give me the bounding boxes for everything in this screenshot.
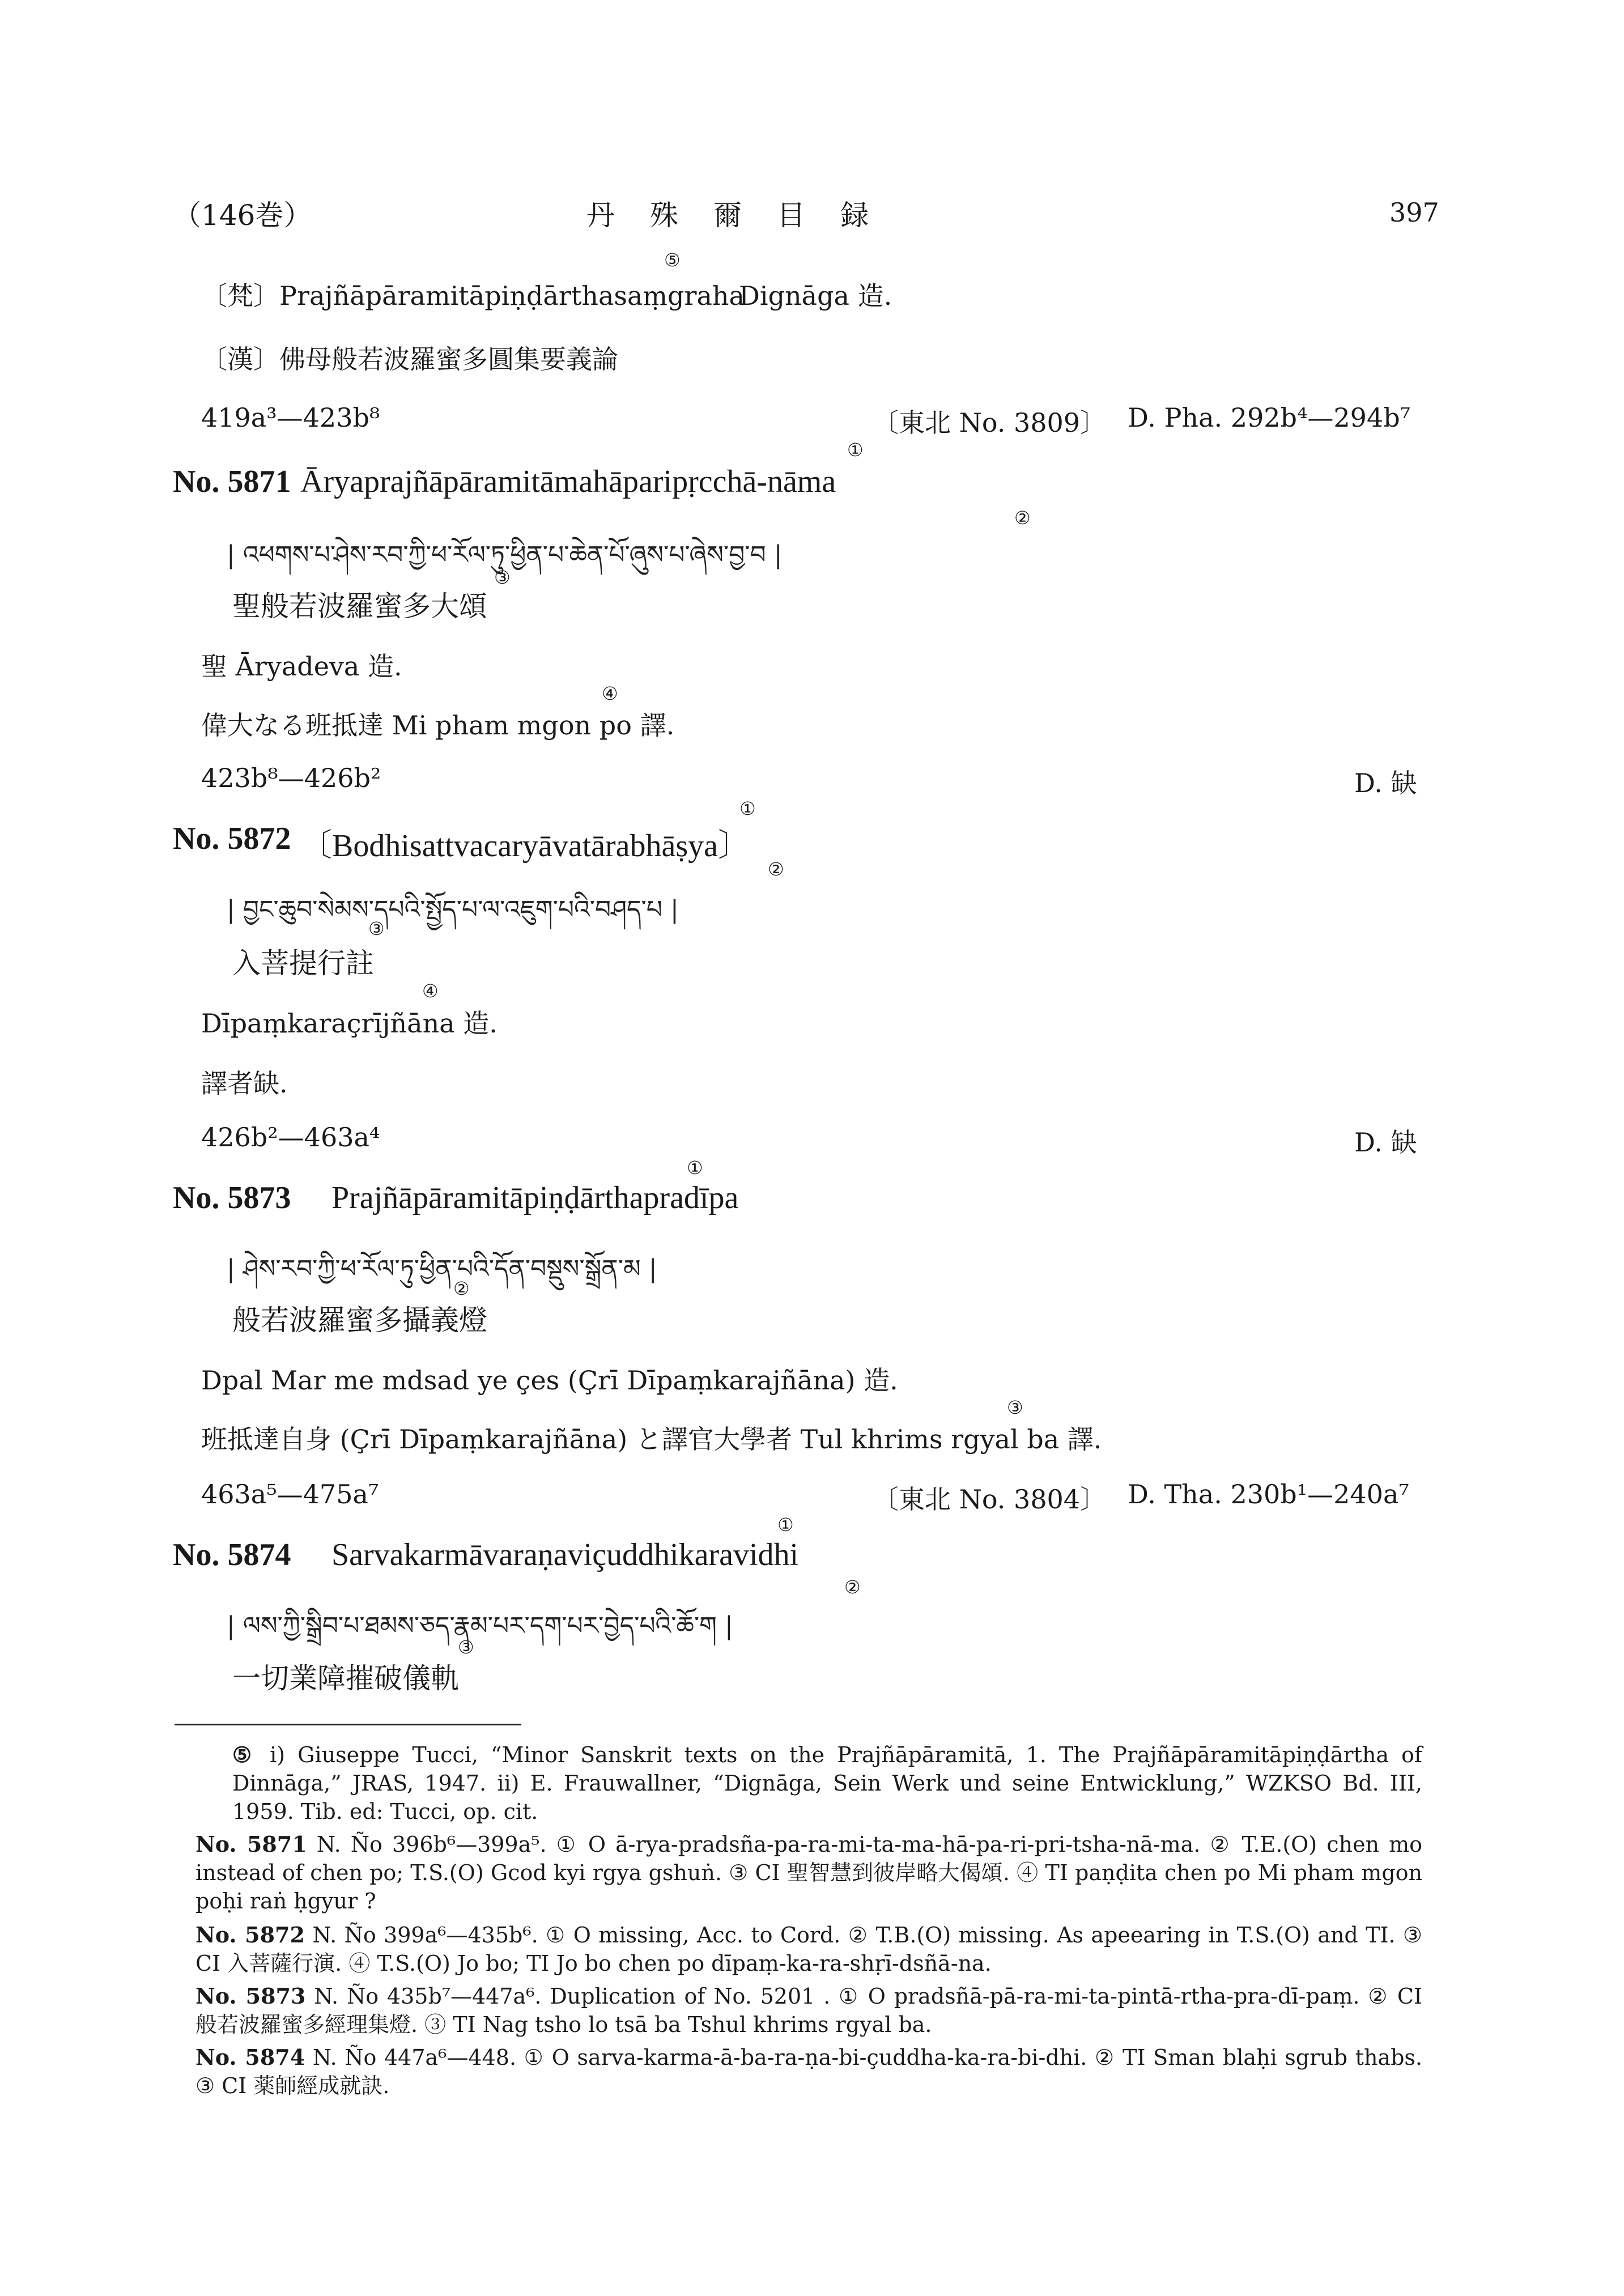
page-number: 397 — [1389, 197, 1439, 228]
footnote-mark: ② — [844, 1576, 861, 1598]
footnote-mark: ④ — [422, 980, 439, 1002]
footnote-text: i) Giuseppe Tucci, “Minor Sanskrit texts on the Prajñāpāramitā, 1. The Prajñāpāramitāpiṇḍārtha of Dinnāga,” JRAS, 1947. ii) E. Frauwallner, “Dignāga, Sein Werk und seine Entwicklung,” WZKSO Bd. III, 1959. Tib. ed: Tucci, op. cit. — [232, 1742, 1422, 1824]
intro-author: Dignāga 造. — [739, 280, 892, 311]
footnote-mark: ② — [453, 1278, 470, 1299]
entry-number: No. 5874 — [173, 1537, 291, 1572]
tibetan-title: | བྱང་ཆུབ་སེམས་དཔའི་སྤྱོད་པ་ལ་འཇུག་པའི་བཤད་པ | — [227, 895, 679, 924]
footnote-mark: ① — [739, 798, 756, 819]
entry-title: Āryaprajñāpāramitāmahāparipṛcchā-nāma — [300, 464, 836, 499]
footnote — [195, 1982, 1422, 2039]
entry-number: No. 5871 — [173, 464, 291, 499]
footnote-mark: ③ — [1007, 1397, 1023, 1418]
entry-author: Dpal Mar me mdsad ye çes (Çrī Dīpaṃkarajñāna) 造. — [201, 1365, 898, 1396]
volume-label: （146巻） — [173, 199, 312, 232]
footnote — [195, 1830, 1422, 1915]
entry-translator: 班抵達自身 (Çrī Dīpaṃkarajñāna) と譯官大學者 Tul khrims rgyal ba 譯. — [201, 1424, 1102, 1455]
derge-ref: D. Tha. 230b¹—240a⁷ — [1128, 1479, 1409, 1510]
entry-author: Dīpaṃkaraçrījñāna 造. — [201, 1008, 498, 1039]
derge-ref: D. 缺 — [1354, 768, 1417, 798]
footnote-divider — [175, 1724, 521, 1725]
footnote-label: No. 5872 — [195, 1922, 305, 1948]
footnote-label: No. 5871 — [195, 1831, 307, 1857]
entry-title: 〔Bodhisattvacaryāvatārabhāṣya〕 — [300, 828, 750, 864]
footnote-mark: ② — [1014, 507, 1031, 529]
tibetan-title: | འཕགས་པ་ཤེས་རབ་ཀྱི་ཕ་རོལ་ཏུ་ཕྱིན་པ་ཆེན་པོ་ཞུས་པ་ཞེས་བྱ་བ | — [227, 541, 783, 569]
chinese-title: 佛母般若波羅蜜多圓集要義論 — [279, 344, 618, 375]
chinese-title: 入菩提行註 — [232, 947, 374, 980]
footnote-text: N. Ño 435b⁷—447a⁶. Duplication of No. 5201 . ① O pradsñā-pā-ra-mi-ta-pintā-rtha-pra-dī-paṃ. ② CI 般若波羅蜜多經理集燈. ③ TI Nag tsho lo tsā ba Tshul khrims rgyal ba. — [195, 1984, 1422, 2037]
footnote-label: No. 5873 — [195, 1983, 306, 2009]
footnote-mark: ① — [847, 439, 864, 461]
tibetan-title: | ལས་ཀྱི་སྒྲིབ་པ་ཐམས་ཅད་རྣམ་པར་དག་པར་བྱེད་པའི་ཆོ་ག | — [227, 1612, 733, 1640]
chinese-title: 一切業障摧破儀軌 — [232, 1662, 459, 1695]
footnote-mark: ① — [777, 1514, 794, 1536]
entry-number: No. 5872 — [173, 821, 291, 856]
footnote-text: N. Ño 399a⁶—435b⁶. ① O missing, Acc. to Cord. ② T.B.(O) missing. As apeearing in T.S.(O) and TI. ③ CI 入菩薩行演. ④ T.S.(O) Jo bo; TI Jo bo chen po dīpaṃ-ka-ra-shṛī-dsñā-na. — [195, 1923, 1422, 1976]
chinese-title: 聖般若波羅蜜多大頌 — [232, 590, 487, 623]
footnote-label: ⑤ — [232, 1742, 258, 1767]
footnote-mark: ⑤ — [664, 249, 681, 271]
folio-range: 426b²—463a⁴ — [201, 1122, 380, 1153]
entry-author: 聖 Āryadeva 造. — [201, 651, 402, 682]
sanskrit-line — [201, 275, 745, 313]
footnote — [195, 2043, 1422, 2100]
tohoku-ref: 〔東北 No. 3809〕 — [873, 407, 1107, 438]
footnote-text: N. Ño 396b⁶—399a⁵. ① O ā-rya-pradsña-pa-ra-mi-ta-ma-hā-pa-ri-pri-tsha-nā-ma. ② T.E.(O) chen mo instead of chen po; T.S.(O) Gcod kyi rgya gshuṅ. ③ CI 聖智慧到彼岸略大偈頌. ④ TI paṇḍita chen po Mi pham mgon poḥi raṅ ḥgyur ? — [195, 1832, 1422, 1914]
footnote — [232, 1741, 1422, 1826]
footnote-mark: ① — [687, 1157, 703, 1179]
footnote-label: No. 5874 — [195, 2044, 305, 2070]
sanskrit-label: 〔梵〕 — [201, 280, 279, 311]
entry-title: Sarvakarmāvaraṇaviçuddhikaravidhi — [331, 1537, 799, 1572]
footnote — [195, 1921, 1422, 1978]
derge-ref: D. 缺 — [1354, 1127, 1417, 1158]
chinese-line — [201, 339, 618, 376]
chinese-title: 般若波羅蜜多攝義燈 — [232, 1304, 487, 1337]
entry-number: No. 5873 — [173, 1180, 291, 1215]
entry-translator: 譯者缺. — [201, 1068, 288, 1099]
tibetan-title: | ཤེས་རབ་ཀྱི་ཕ་རོལ་ཏུ་ཕྱིན་པའི་དོན་བསྡུས་སྒྲོན་མ | — [227, 1255, 657, 1283]
footnote-mark: ④ — [602, 683, 618, 704]
derge-ref: D. Pha. 292b⁴—294b⁷ — [1128, 402, 1411, 433]
footnote-mark: ③ — [494, 567, 511, 588]
footnote-text: N. Ño 447a⁶—448. ① O sarva-karma-ā-ba-ra-ṇa-bi-çuddha-ka-ra-bi-dhi. ② TI Sman blaḥi sgrub thabs. ③ CI 薬師經成就訣. — [195, 2045, 1422, 2098]
entry-translator: 偉大なる班抵達 Mi pham mgon po 譯. — [201, 710, 675, 741]
sanskrit-title: Prajñāpāramitāpiṇḍārthasaṃgraha — [279, 280, 745, 311]
footnote-mark: ③ — [368, 918, 385, 939]
tohoku-ref: 〔東北 No. 3804〕 — [873, 1484, 1107, 1515]
folio-range: 419a³—423b⁸ — [201, 402, 380, 433]
folio-range: 423b⁸—426b² — [201, 763, 381, 793]
footnote-mark: ③ — [458, 1636, 474, 1658]
page-title: 丹 殊 爾 目 録 — [586, 199, 872, 232]
folio-range: 463a⁵—475a⁷ — [201, 1479, 379, 1510]
chinese-label: 〔漢〕 — [201, 344, 279, 375]
entry-title: Prajñāpāramitāpiṇḍārthapradīpa — [331, 1180, 739, 1215]
footnote-mark: ② — [768, 858, 784, 880]
